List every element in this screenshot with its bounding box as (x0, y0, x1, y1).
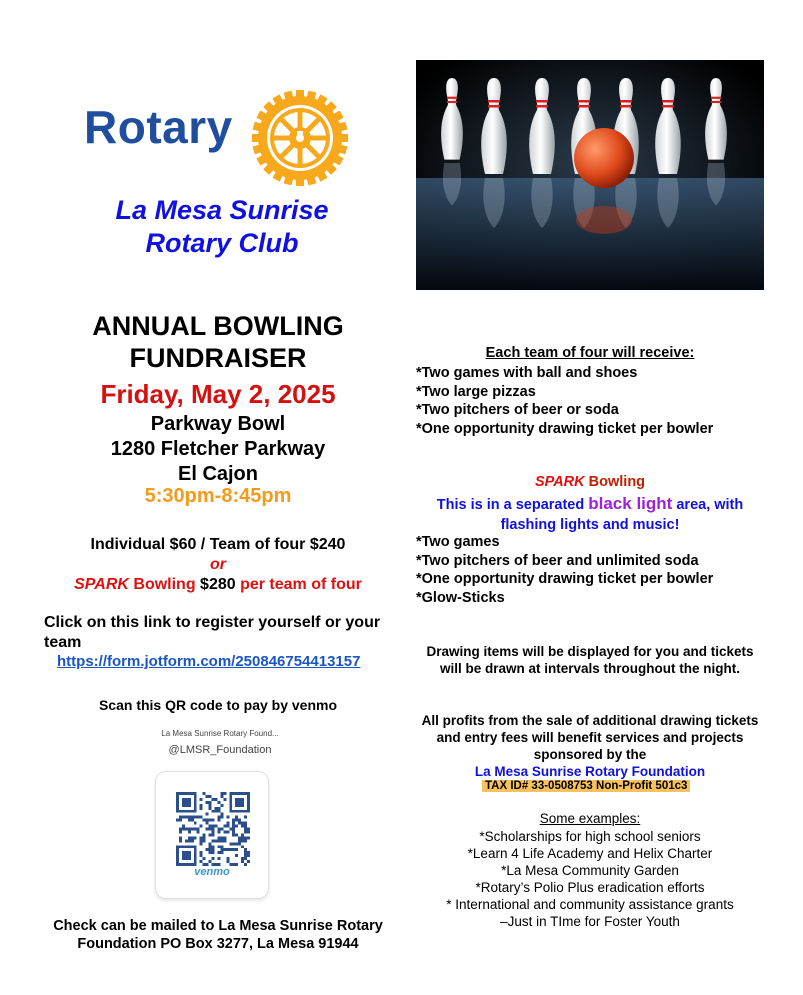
venue-city: El Cajon (177, 463, 258, 485)
spark-heading-rest: Bowling (584, 474, 646, 490)
spark-desc-pre: This is in a separated (436, 497, 589, 513)
venue-address: 1280 Fletcher Parkway (110, 438, 326, 460)
event-venue (40, 412, 396, 487)
spark-description (416, 494, 764, 535)
check-mailing-info: Check can be mailed to La Mesa Sunrise Rotary Foundation PO Box 3277, La Mesa 91944 (53, 918, 383, 952)
spark-price: $280 (200, 576, 236, 593)
list-item: * International and community assistance grants (446, 897, 734, 912)
pricing-individual: Individual $60 / Team of four $240 (90, 536, 346, 553)
list-item: *Two pitchers of beer or soda (416, 402, 619, 418)
spark-mid: Bowling (128, 576, 201, 593)
club-name-line1: La Mesa Sunrise (115, 195, 329, 225)
list-item: *Glow-Sticks (416, 589, 505, 606)
venmo-org-name: La Mesa Sunrise Rotary Found... (161, 729, 279, 738)
bowling-pins-photo (416, 60, 764, 290)
examples-heading: Some examples: (539, 811, 641, 826)
list-item: *Scholarships for high school seniors (479, 829, 701, 844)
venmo-handle: @LMSR_Foundation (168, 744, 272, 756)
spark-tail: per team of four (235, 576, 362, 593)
register-text: Click on this link to register yourself or your team (44, 614, 381, 651)
drawing-info: Drawing items will be displayed for you and tickets will be drawn at intervals throughout the night. (426, 644, 754, 676)
list-item: –Just in TIme for Foster Youth (500, 914, 680, 929)
venmo-logo: venmo (194, 866, 230, 878)
list-item: *Learn 4 Life Academy and Helix Charter (467, 846, 713, 861)
black-light-text: black light (588, 494, 673, 513)
rotary-wheel-icon (248, 86, 352, 190)
event-title (40, 310, 396, 374)
venmo-instruction: Scan this QR code to pay by venmo (98, 697, 338, 713)
list-item: *Two pitchers of beer and unlimited soda (416, 552, 699, 569)
list-item: *One opportunity drawing ticket per bowler (416, 571, 714, 587)
event-title-line1: ANNUAL BOWLING (92, 311, 344, 341)
venue-name: Parkway Bowl (150, 413, 286, 435)
team-items (416, 364, 713, 438)
event-title-line2: FUNDRAISER (129, 343, 307, 373)
list-item: *Two games with ball and shoes (416, 365, 638, 381)
club-name-line2: Rotary Club (145, 228, 299, 258)
pricing-or: or (210, 556, 226, 573)
list-item: *Two games (416, 534, 500, 550)
profits-info (416, 712, 764, 780)
spark-heading-italic: SPARK (534, 474, 585, 490)
rotary-wordmark: Rotary (84, 101, 233, 153)
spark-desc-post: area, with flashing lights and music! (500, 497, 744, 533)
bowling-ball (574, 128, 634, 188)
profits-text: All profits from the sale of additional drawing tickets and entry fees will benefit services and projects sponsored by the (421, 713, 759, 762)
list-item: *La Mesa Community Garden (501, 863, 679, 878)
team-heading: Each team of four will receive: (485, 345, 695, 361)
event-date: Friday, May 2, 2025 (100, 379, 336, 409)
examples-list (416, 828, 764, 930)
list-item: *Rotary’s Polio Plus eradication efforts (475, 880, 705, 895)
club-name (64, 194, 380, 260)
spark-word: SPARK (74, 576, 129, 593)
pricing-spark (40, 575, 396, 595)
list-item: *Two large pizzas (416, 383, 536, 400)
list-item: *One opportunity drawing ticket per bowler (416, 420, 714, 437)
spark-heading (416, 474, 764, 490)
event-time: 5:30pm-8:45pm (144, 485, 292, 507)
tax-id-badge: TAX ID# 33-0508753 Non-Profit 501c3 (482, 780, 690, 792)
pricing (40, 535, 396, 595)
register-link[interactable]: https://form.jotform.com/250846754413157 (57, 653, 361, 670)
spark-items (416, 533, 713, 607)
venmo-qr-code[interactable] (176, 792, 250, 866)
foundation-name: La Mesa Sunrise Rotary Foundation (474, 764, 706, 779)
